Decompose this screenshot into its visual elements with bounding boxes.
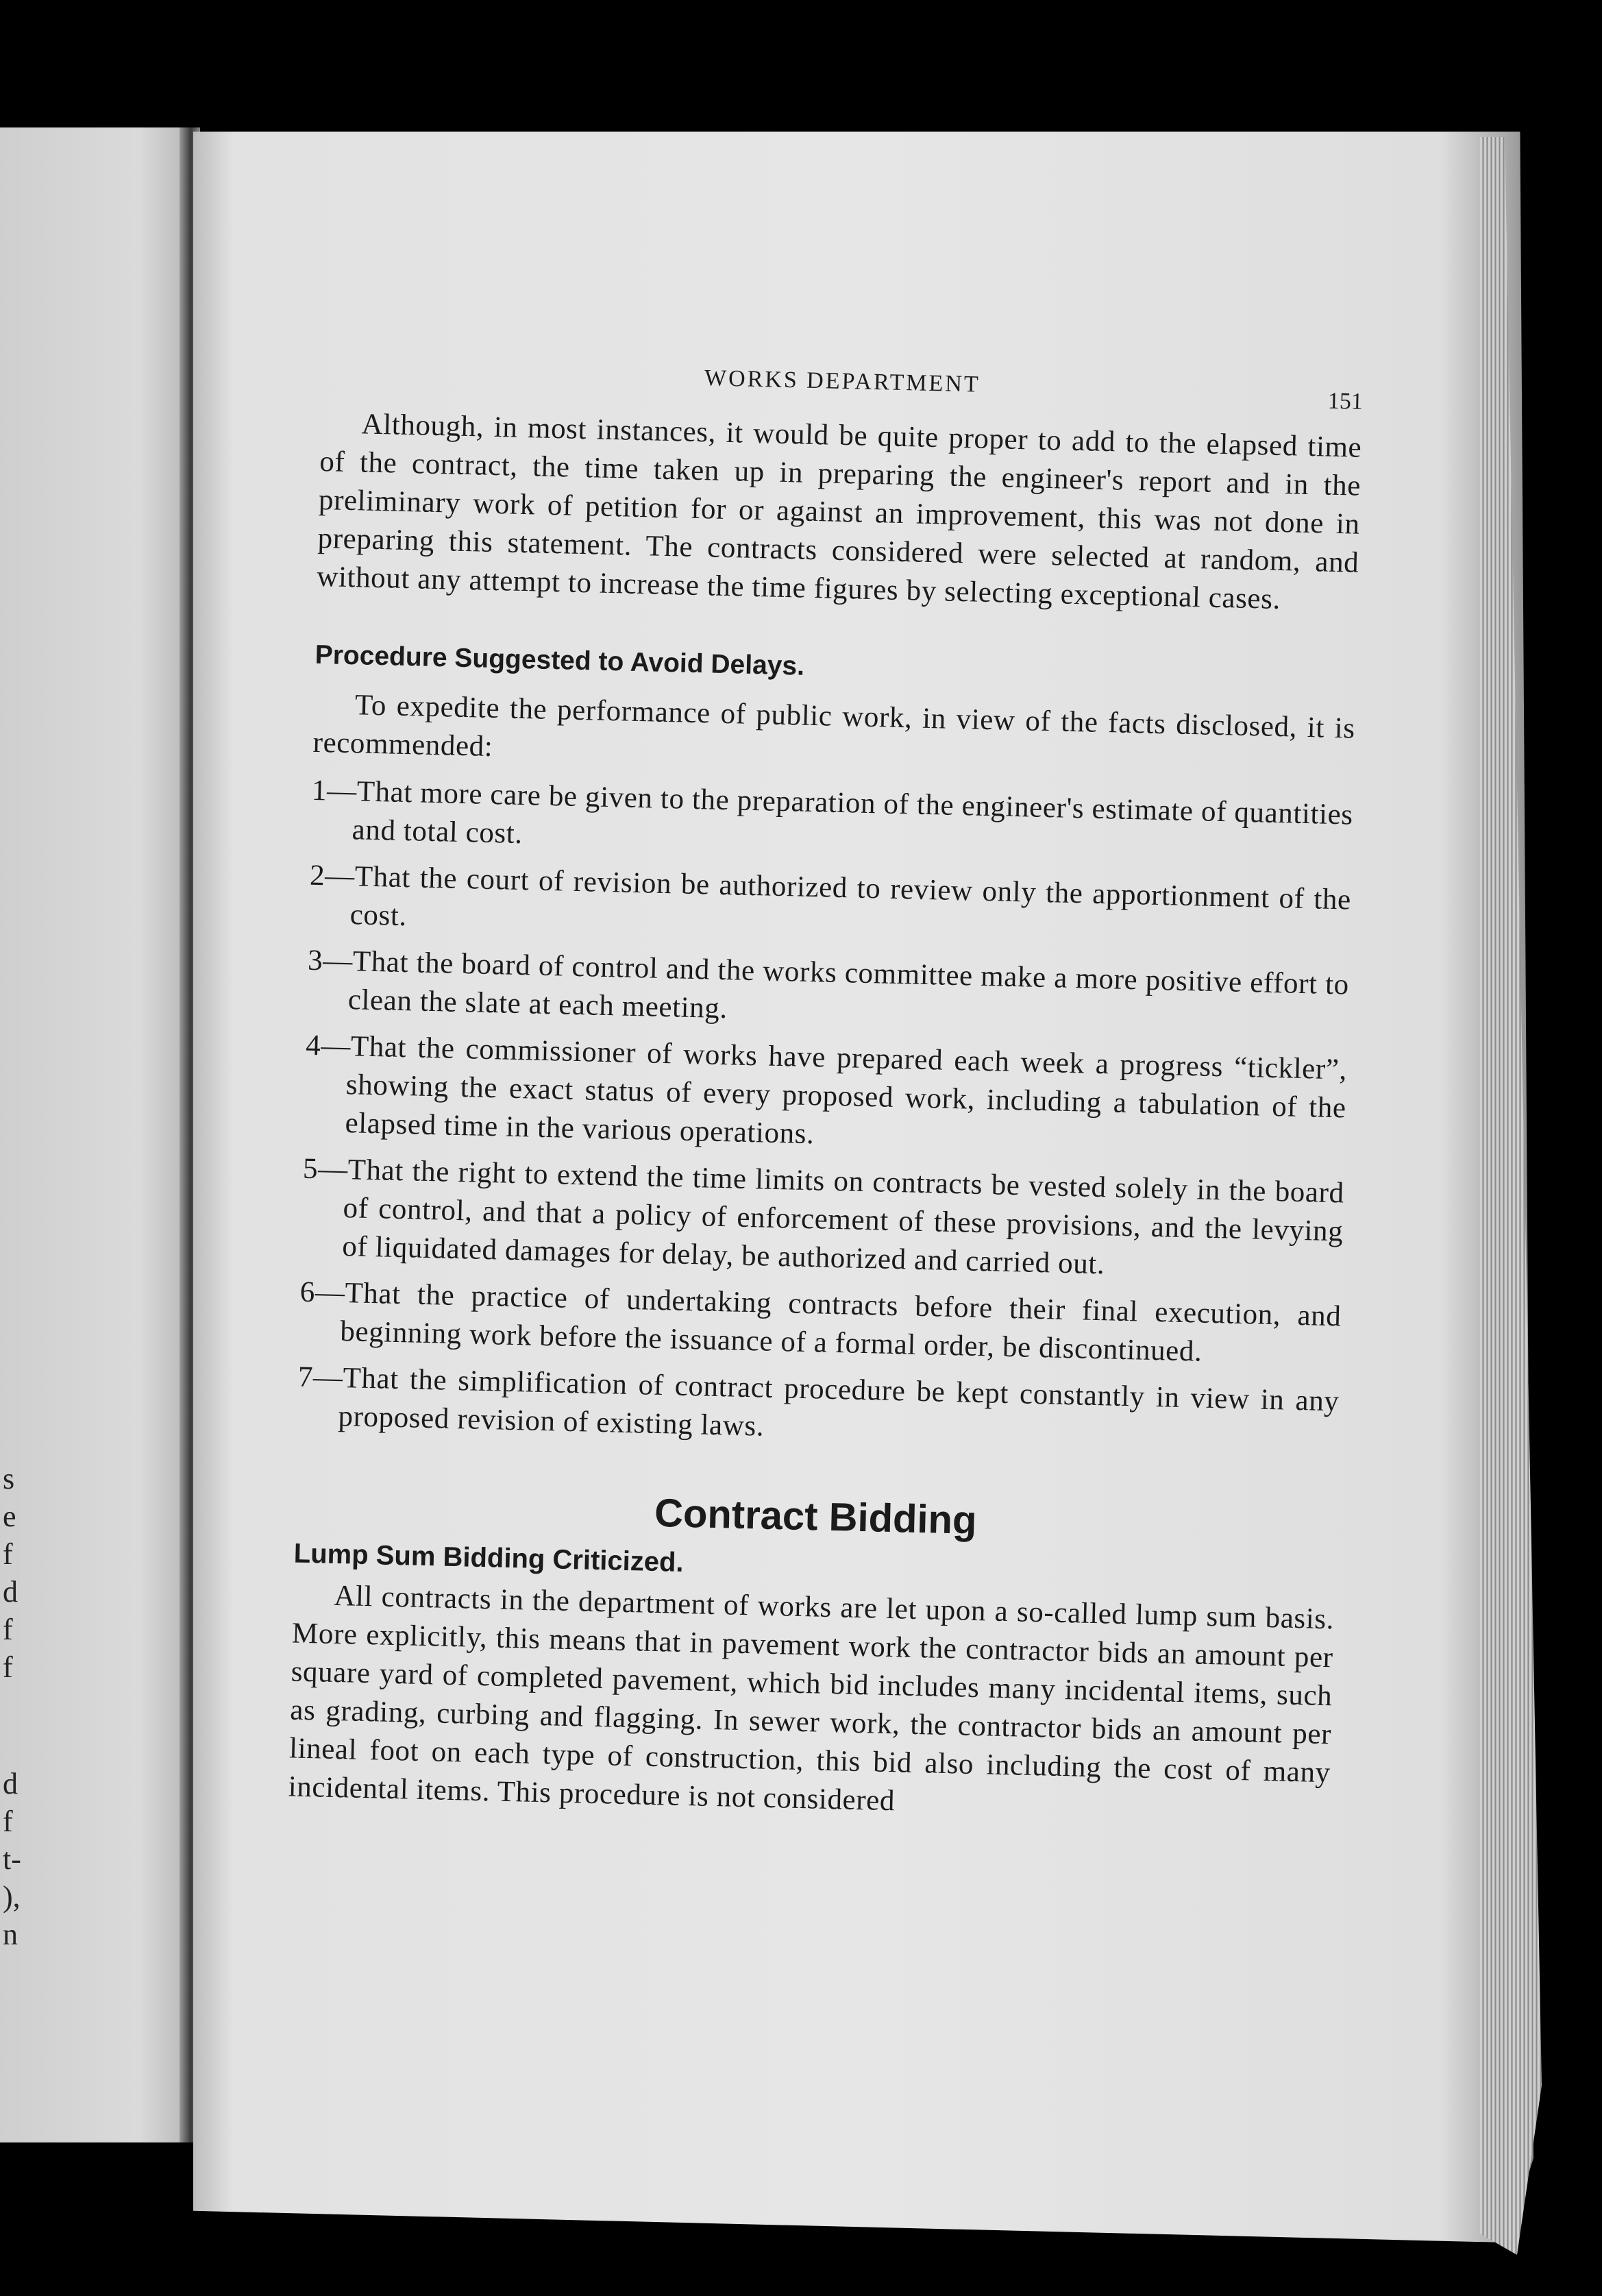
- procedure-heading: Procedure Suggested to Avoid Delays.: [315, 639, 805, 681]
- left-fragment: f: [3, 1613, 13, 1646]
- left-fragment: f: [3, 1650, 13, 1684]
- left-fragment: f: [3, 1805, 13, 1838]
- left-fragment: n: [3, 1918, 18, 1951]
- recommendation-item: 1—That more care be given to the preparation of the engineer's estimate of quantities and total cost.: [311, 774, 1354, 851]
- left-page-text-fragments: [3, 1460, 30, 1953]
- left-fragment: d: [3, 1767, 18, 1800]
- left-fragment: e: [3, 1500, 16, 1533]
- left-fragment: s: [3, 1462, 15, 1495]
- left-fragment: d: [3, 1575, 18, 1609]
- page-number: 151: [1327, 388, 1364, 415]
- running-head-title: WORKS DEPARTMENT: [704, 365, 981, 398]
- left-fragment: t-: [3, 1842, 21, 1876]
- recommendation-item: 3—That the board of control and the works committee make a more positive effort to clean the slate at each meeting.: [307, 944, 1350, 1025]
- page-text-block: [288, 356, 1363, 1831]
- procedure-intro: To expedite the performance of public work, in view of the facts disclosed, it is recommended:: [312, 689, 1356, 764]
- recommendation-item: 2—That the court of revision be authorized to review only the apportionment of the cost.: [309, 859, 1352, 933]
- subsection-heading: Lump Sum Bidding Criticized.: [293, 1538, 685, 1578]
- bidding-paragraph: All contracts in the department of works are let upon a so-called lump sum basis. More explicitly, this means that in pavement work the contractor bids an amount per square yard of completed pavement, which bid includes many incidental items, such as grading, curbing and flagging. In sewer work, the contractor bids an amount per lineal foot on each type of construction, this bid also including the cost of many incidental items. This procedure is not considered: [288, 1579, 1335, 1818]
- left-fragment: f: [3, 1537, 13, 1571]
- recommendations-list: [297, 772, 1353, 1460]
- recommendation-item: 7—That the simplification of contract procedure be kept constantly in view in any proposed revision of existing laws.: [297, 1360, 1340, 1443]
- recommendation-item: 4—That the commissioner of works have prepared each week a progress “tickler”, showing the exact status of every proposed work, including a tabulation of the elapsed time in the various operations.: [305, 1029, 1348, 1151]
- recommendation-item: 5—That the right to extend the time limits on contracts be vested solely in the board of control, and that a policy of enforcement of these provisions, and the levying of liquidated damages for delay, be authorized and carried out.: [302, 1152, 1345, 1281]
- left-fragment: ),: [3, 1880, 21, 1914]
- recommendation-item: 6—That the practice of undertaking contracts before their final execution, and beginning work before the issuance of a formal order, be discontinued.: [299, 1275, 1342, 1368]
- section-heading: Contract Bidding: [654, 1490, 978, 1543]
- intro-paragraph: Although, in most instances, it would be quite proper to add to the elapsed time of the contract, the time taken up in preparing the engineer's report and in the preliminary work of petition for or against an improvement, this was not done in preparing this statement. The contracts considered were selected at random, and without any attempt to increase the time figures by selecting exceptional cases.: [316, 408, 1362, 616]
